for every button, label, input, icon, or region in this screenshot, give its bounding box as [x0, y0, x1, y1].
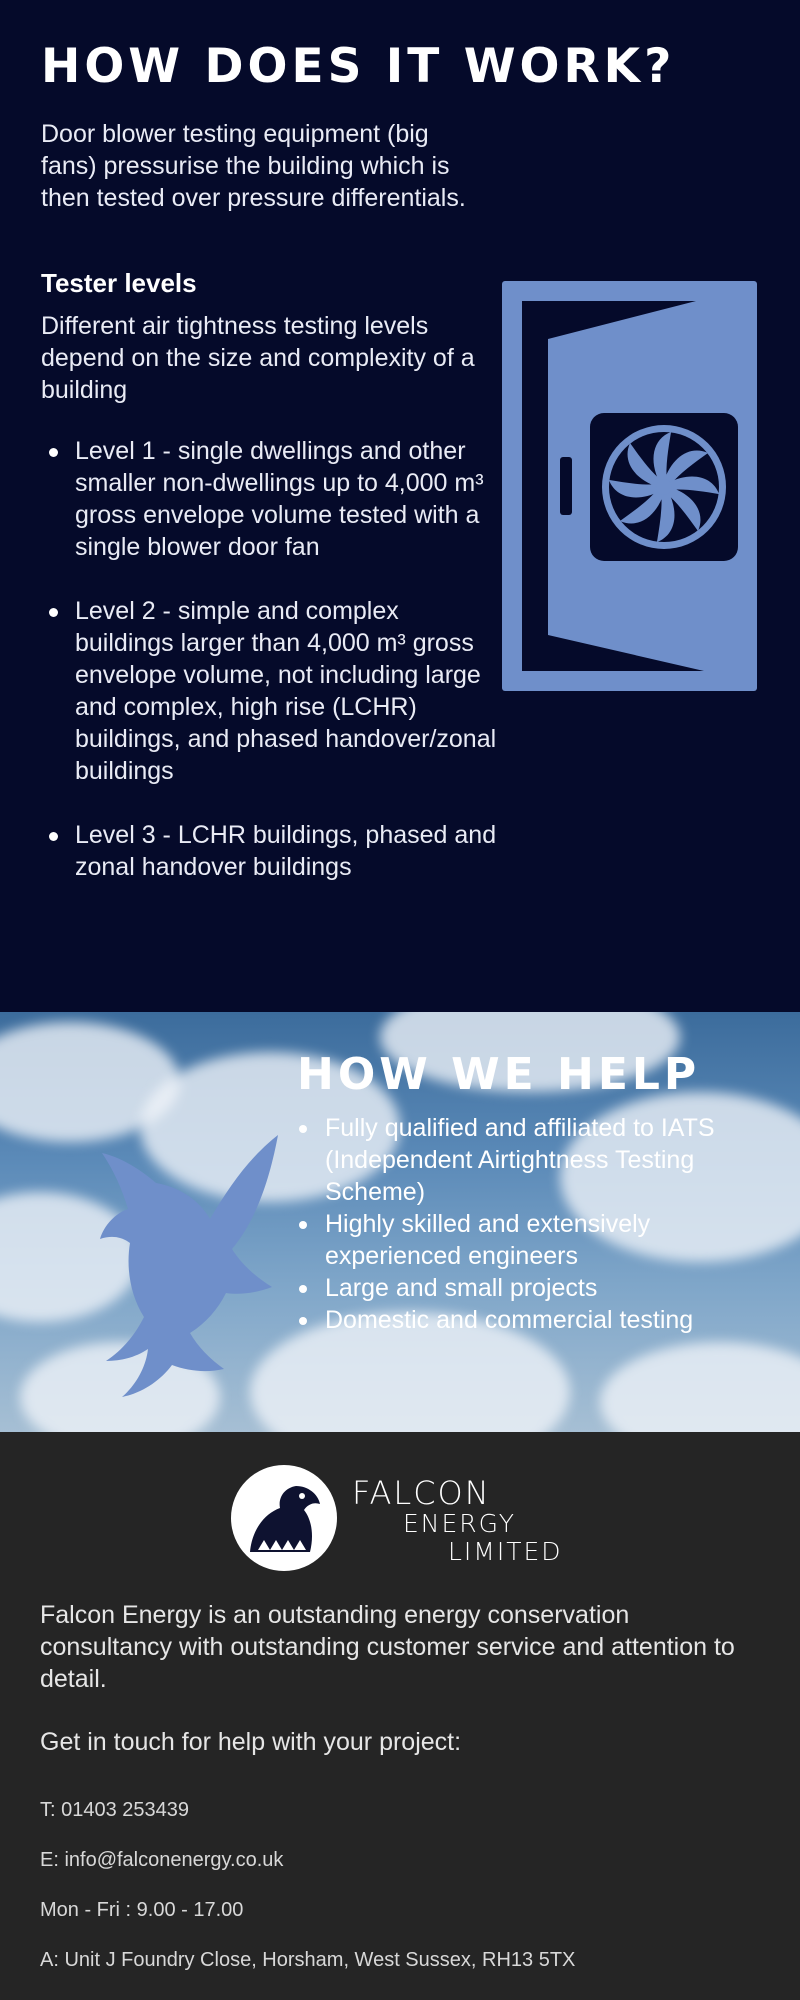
logo-line-3: LIMITED	[448, 1537, 563, 1566]
how-we-help-section	[0, 1012, 800, 1432]
list-item: Level 3 - LCHR buildings, phased and zonal handover buildings	[41, 819, 501, 883]
tester-levels-heading: Tester levels	[41, 268, 197, 298]
falcon-icon	[60, 1127, 300, 1407]
how-we-help-title: HOW WE HELP	[297, 1049, 701, 1100]
falcon-logo-icon	[230, 1464, 338, 1572]
list-item: Level 2 - simple and complex buildings larger than 4,000 m³ gross envelope volume, not including large and complex, high rise (LCHR) buildings, and phased handover/zonal buildings	[41, 595, 501, 787]
contact-email[interactable]: E: info@falconenergy.co.uk	[40, 1849, 284, 1871]
opening-hours: Mon - Fri : 9.00 - 17.00	[40, 1899, 244, 1921]
footer-section	[0, 1432, 800, 2000]
cloud-shape	[600, 1342, 800, 1432]
door-fan-icon	[502, 281, 757, 691]
list-item: Large and small projects	[297, 1272, 777, 1304]
logo-line-2: ENERGY	[403, 1509, 517, 1538]
logo-line-1: FALCON	[352, 1474, 491, 1512]
logo-wordmark	[350, 1476, 590, 1566]
list-item: Domestic and commercial testing	[297, 1304, 777, 1336]
list-item: Fully qualified and affiliated to IATS (Independent Airtightness Testing Scheme)	[297, 1112, 777, 1208]
how-it-works-title: HOW DOES IT WORK?	[41, 39, 676, 94]
tester-levels-list	[41, 435, 501, 915]
tester-levels-description: Different air tightness testing levels depend on the size and complexity of a building	[41, 312, 475, 404]
contact-cta: Get in touch for help with your project:	[40, 1728, 462, 1756]
contact-address: A: Unit J Foundry Close, Horsham, West Sussex, RH13 5TX	[40, 1949, 576, 1971]
how-we-help-list	[297, 1112, 777, 1336]
list-item: Level 1 - single dwellings and other smaller non-dwellings up to 4,000 m³ gross envelope volume tested with a single blower door fan	[41, 435, 501, 563]
company-description: Falcon Energy is an outstanding energy conservation consultancy with outstanding customer service and attention to detail.	[40, 1601, 735, 1693]
list-item: Highly skilled and extensively experienced engineers	[297, 1208, 777, 1272]
how-it-works-intro: Door blower testing equipment (big fans) pressurise the building which is then tested over pressure differentials.	[41, 120, 466, 212]
contact-phone[interactable]: T: 01403 253439	[40, 1799, 190, 1821]
